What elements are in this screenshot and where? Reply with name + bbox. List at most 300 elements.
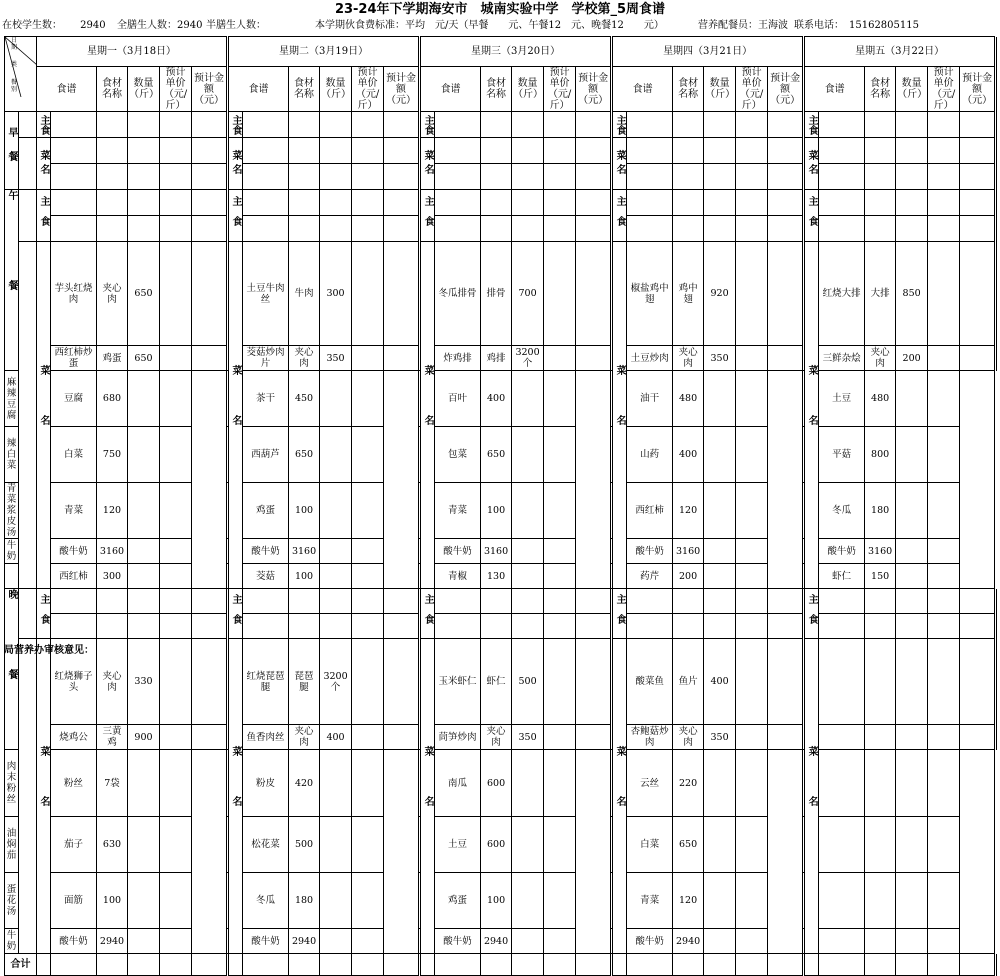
ingredient-cell: 包菜 <box>435 427 481 483</box>
students-count: 在校学生数： 2940 <box>2 20 106 31</box>
price-cell <box>512 539 544 564</box>
amount-cell <box>192 614 227 639</box>
table-row <box>5 483 997 539</box>
ingredient-cell: 粉丝 <box>51 750 97 817</box>
qty-cell: 400 <box>704 639 736 725</box>
category-zhushi: 主食 <box>421 190 435 242</box>
menu-cell <box>768 164 803 190</box>
amount-cell <box>352 873 384 929</box>
recipe-cell <box>227 371 229 427</box>
price-cell <box>352 589 384 614</box>
amount-cell <box>960 589 995 614</box>
amount-cell <box>928 371 960 427</box>
amount-cell <box>576 614 611 639</box>
price-cell <box>160 639 192 725</box>
price-cell <box>896 817 928 873</box>
amount-cell <box>768 639 803 725</box>
menu-cell <box>736 138 768 164</box>
qty-cell: 600 <box>481 750 512 817</box>
ingredient-cell: 药芹 <box>627 564 673 589</box>
total-cell <box>512 954 544 976</box>
menu-cell <box>896 138 928 164</box>
qty-cell: 650 <box>481 427 512 483</box>
qty-cell: 100 <box>97 873 128 929</box>
ingredient-cell: 白菜 <box>51 427 97 483</box>
table-row <box>5 614 997 639</box>
price-cell <box>320 817 352 873</box>
menu-cell <box>819 138 865 164</box>
qty-cell: 350 <box>704 725 736 750</box>
price-cell <box>544 614 576 639</box>
recipe-cell: 椒盐鸡中翅 <box>627 242 673 346</box>
amount-cell <box>576 216 611 242</box>
recipe-cell: 西红柿炒蛋 <box>51 346 97 371</box>
menu-cell <box>51 138 97 164</box>
amount-cell <box>544 817 576 873</box>
menu-cell <box>435 112 481 138</box>
ingredient-cell: 大排 <box>865 242 896 346</box>
amount-cell <box>160 427 192 483</box>
qty-cell <box>320 216 352 242</box>
ingredient-cell: 酸牛奶 <box>627 929 673 954</box>
menu-cell <box>544 138 576 164</box>
qty-cell: 3160 <box>481 539 512 564</box>
menu-cell <box>160 164 192 190</box>
amount-cell <box>192 589 227 614</box>
table-row <box>5 817 997 873</box>
recipe-cell: 青菜浆皮汤 <box>5 483 19 539</box>
total-cell <box>544 954 576 976</box>
table-row <box>5 873 997 929</box>
recipe-cell: 玉米虾仁 <box>435 639 481 725</box>
ingredient-cell <box>819 929 865 954</box>
table-row <box>5 750 997 817</box>
col-header-amount: 预计金额（元） <box>384 67 419 112</box>
total-cell <box>243 954 289 976</box>
amount-cell <box>352 817 384 873</box>
price-cell <box>160 614 192 639</box>
total-cell <box>819 954 865 976</box>
amount-cell <box>928 427 960 483</box>
qty-cell <box>896 639 928 725</box>
amount-cell <box>352 483 384 539</box>
recipe-cell <box>819 725 865 750</box>
qty-cell <box>128 190 160 216</box>
menu-cell <box>512 138 544 164</box>
ingredient-cell: 青椒 <box>435 564 481 589</box>
recipe-cell: 冬瓜排骨 <box>435 242 481 346</box>
qty-cell: 3160 <box>673 539 704 564</box>
col-header-amount: 预计金额（元） <box>768 67 803 112</box>
qty-cell: 350 <box>320 346 352 371</box>
corner-category-label: 类 <box>10 61 17 68</box>
col-header-ingredient: 食材名称 <box>673 67 704 112</box>
ingredient-cell: 青菜 <box>435 483 481 539</box>
menu-cell <box>512 164 544 190</box>
menu-cell <box>673 138 704 164</box>
amount-cell <box>352 929 384 954</box>
ingredient-cell <box>289 216 320 242</box>
ingredient-cell <box>865 614 896 639</box>
table-row <box>5 216 997 242</box>
menu-cell <box>960 164 995 190</box>
ingredient-cell: 夹心肉 <box>97 242 128 346</box>
category-zhushi: 主食 <box>805 190 819 242</box>
price-cell <box>128 929 160 954</box>
price-cell <box>512 564 544 589</box>
amount-cell <box>544 427 576 483</box>
ingredient-cell: 油干 <box>627 371 673 427</box>
category-zhushi: 主食 <box>805 112 819 138</box>
amount-cell <box>192 639 227 725</box>
amount-cell <box>192 725 227 750</box>
table-row <box>5 242 997 346</box>
ingredient-cell: 松花菜 <box>243 817 289 873</box>
total-cell <box>865 954 896 976</box>
qty-cell: 150 <box>865 564 896 589</box>
fee-standard: 本学期伙食费标准：平均 元/天（早餐 元、午餐12 元、晚餐12 元） <box>315 20 664 31</box>
ingredient-cell: 粉皮 <box>243 750 289 817</box>
ingredient-cell <box>819 750 865 817</box>
qty-cell <box>320 190 352 216</box>
table-row <box>5 564 997 589</box>
qty-cell: 100 <box>289 564 320 589</box>
category-zhushi: 主食 <box>37 589 51 639</box>
amount-cell <box>384 190 419 216</box>
col-header-amount: 预计金额（元） <box>576 67 611 112</box>
amount-cell <box>352 371 384 427</box>
amount-cell <box>384 725 419 750</box>
price-cell <box>320 483 352 539</box>
amount-cell <box>544 539 576 564</box>
recipe-cell <box>803 873 805 929</box>
price-cell <box>512 873 544 929</box>
menu-cell <box>736 164 768 190</box>
ingredient-cell: 酸牛奶 <box>819 539 865 564</box>
total-cell <box>320 954 352 976</box>
qty-cell <box>865 873 896 929</box>
recipe-cell <box>803 427 805 483</box>
amount-cell <box>960 190 995 216</box>
col-header-price: 预计单价（元/斤） <box>736 67 768 112</box>
ingredient-cell: 鸡中翅 <box>673 242 704 346</box>
recipe-cell <box>611 483 613 539</box>
price-cell <box>704 427 736 483</box>
ingredient-cell <box>481 614 512 639</box>
total-cell <box>928 954 960 976</box>
total-cell <box>435 954 481 976</box>
ingredient-cell <box>865 190 896 216</box>
price-cell <box>320 371 352 427</box>
recipe-cell <box>51 216 97 242</box>
price-cell <box>160 242 192 346</box>
table-row <box>5 346 997 371</box>
total-cell <box>128 954 160 976</box>
ingredient-cell <box>289 190 320 216</box>
category-caiming: 菜名 <box>613 138 627 190</box>
category-zhushi: 主食 <box>229 190 243 242</box>
amount-cell <box>160 817 192 873</box>
qty-cell: 100 <box>481 873 512 929</box>
table-row <box>5 929 997 954</box>
recipe-cell: 红烧狮子头 <box>51 639 97 725</box>
ingredient-cell: 豆腐 <box>51 371 97 427</box>
ingredient-cell <box>673 216 704 242</box>
qty-cell: 120 <box>673 483 704 539</box>
ingredient-cell: 鸡蛋 <box>243 483 289 539</box>
menu-cell <box>384 112 419 138</box>
menu-cell <box>928 164 960 190</box>
table-row <box>5 371 997 427</box>
ingredient-cell: 云丝 <box>627 750 673 817</box>
price-cell <box>736 346 768 371</box>
qty-cell: 420 <box>289 750 320 817</box>
recipe-cell <box>243 589 289 614</box>
ingredient-cell: 冬瓜 <box>819 483 865 539</box>
qty-cell <box>865 750 896 817</box>
table-row <box>5 427 997 483</box>
price-cell <box>160 346 192 371</box>
menu-cell <box>320 164 352 190</box>
amount-cell <box>928 929 960 954</box>
recipe-cell <box>611 564 613 589</box>
amount-cell <box>768 190 803 216</box>
menu-cell <box>481 112 512 138</box>
ingredient-cell: 青菜 <box>627 873 673 929</box>
price-cell <box>128 427 160 483</box>
amount-cell <box>960 242 995 346</box>
ingredient-cell <box>97 589 128 614</box>
ingredient-cell: 土豆 <box>435 817 481 873</box>
category-caiming: 菜名 <box>229 242 243 589</box>
lead-spacer <box>19 589 37 639</box>
col-header-price: 预计单价（元/斤） <box>160 67 192 112</box>
menu-cell <box>481 138 512 164</box>
menu-cell <box>544 164 576 190</box>
price-cell <box>128 483 160 539</box>
amount-cell <box>192 346 227 371</box>
recipe-cell <box>243 190 289 216</box>
menu-cell <box>865 164 896 190</box>
lead-spacer <box>19 190 37 242</box>
col-header-amount: 预计金额（元） <box>960 67 995 112</box>
half-meal-count: 半膳生人数： <box>206 20 266 31</box>
recipe-cell <box>227 427 229 483</box>
meal-total: 合计 <box>5 954 37 976</box>
category-zhushi: 主食 <box>37 112 51 138</box>
ingredient-cell: 排骨 <box>481 242 512 346</box>
table-row <box>5 37 997 67</box>
menu-cell <box>512 112 544 138</box>
price-cell <box>352 216 384 242</box>
qty-cell: 750 <box>97 427 128 483</box>
recipe-cell <box>803 750 805 817</box>
table-row <box>5 164 997 190</box>
price-cell <box>512 483 544 539</box>
menu-cell <box>960 112 995 138</box>
menu-cell <box>435 164 481 190</box>
menu-cell <box>289 112 320 138</box>
qty-cell: 700 <box>512 242 544 346</box>
amount-cell <box>576 639 611 725</box>
qty-cell: 180 <box>289 873 320 929</box>
ingredient-cell: 南瓜 <box>435 750 481 817</box>
menu-cell <box>160 112 192 138</box>
amount-cell <box>576 242 611 346</box>
price-cell <box>928 725 960 750</box>
amount-cell <box>768 216 803 242</box>
amount-cell <box>544 483 576 539</box>
recipe-cell <box>419 750 421 817</box>
price-cell <box>704 539 736 564</box>
ingredient-cell <box>289 589 320 614</box>
price-cell <box>896 371 928 427</box>
amount-cell <box>384 614 419 639</box>
price-cell <box>128 873 160 929</box>
recipe-cell <box>227 483 229 539</box>
recipe-cell: 肉末粉丝 <box>5 750 19 817</box>
recipe-cell <box>227 817 229 873</box>
recipe-cell <box>627 614 673 639</box>
amount-cell <box>160 564 192 589</box>
price-cell <box>544 216 576 242</box>
price-cell <box>320 564 352 589</box>
price-cell <box>544 639 576 725</box>
qty-cell: 650 <box>128 242 160 346</box>
menu-cell <box>160 138 192 164</box>
price-cell <box>128 750 160 817</box>
total-cell <box>160 954 192 976</box>
page-title: 23-24年下学期海安市 城南实验中学 学校第_5周食谱 <box>334 2 666 17</box>
ingredient-cell <box>865 725 896 750</box>
qty-cell: 120 <box>97 483 128 539</box>
category-caiming: 菜名 <box>421 639 435 954</box>
price-cell <box>352 242 384 346</box>
price-cell <box>928 216 960 242</box>
qty-cell: 200 <box>896 346 928 371</box>
amount-cell <box>736 564 768 589</box>
category-caiming: 菜名 <box>805 639 819 954</box>
total-cell <box>229 954 243 976</box>
price-cell <box>544 346 576 371</box>
qty-cell: 500 <box>512 639 544 725</box>
recipe-cell <box>803 929 805 954</box>
category-caiming: 菜名 <box>229 138 243 190</box>
ingredient-cell: 白菜 <box>627 817 673 873</box>
price-cell <box>704 750 736 817</box>
qty-cell: 650 <box>289 427 320 483</box>
amount-cell <box>928 817 960 873</box>
col-header-ingredient: 食材名称 <box>865 67 896 112</box>
price-cell <box>928 589 960 614</box>
price-cell <box>544 725 576 750</box>
col-header-ingredient: 食材名称 <box>289 67 320 112</box>
amount-cell <box>576 589 611 614</box>
recipe-cell <box>51 190 97 216</box>
price-cell <box>896 873 928 929</box>
recipe-cell <box>227 539 229 564</box>
price-cell <box>544 589 576 614</box>
category-caiming: 菜名 <box>613 639 627 954</box>
recipe-cell <box>803 817 805 873</box>
recipe-cell <box>435 190 481 216</box>
amount-cell <box>384 242 419 346</box>
col-header-recipe: 食谱 <box>613 67 673 112</box>
recipe-cell <box>435 216 481 242</box>
recipe-cell: 蛋花汤 <box>5 873 19 929</box>
ingredient-cell: 酸牛奶 <box>51 929 97 954</box>
recipe-cell <box>611 427 613 483</box>
qty-cell: 3200个 <box>320 639 352 725</box>
qty-cell <box>512 190 544 216</box>
price-cell <box>320 539 352 564</box>
amount-cell <box>736 873 768 929</box>
total-cell <box>627 954 673 976</box>
qty-cell: 130 <box>481 564 512 589</box>
amount-cell <box>544 371 576 427</box>
menu-cell <box>289 138 320 164</box>
recipe-cell <box>819 639 865 725</box>
amount-cell <box>384 216 419 242</box>
price-cell <box>160 216 192 242</box>
recipe-cell <box>227 873 229 929</box>
ingredient-cell <box>865 589 896 614</box>
price-cell <box>320 929 352 954</box>
category-caiming: 菜名 <box>229 639 243 954</box>
amount-cell <box>384 639 419 725</box>
table-row <box>5 138 997 164</box>
ingredient-cell <box>481 190 512 216</box>
amount-cell <box>928 750 960 817</box>
menu-cell <box>128 112 160 138</box>
amount-cell <box>192 216 227 242</box>
qty-cell: 850 <box>896 242 928 346</box>
qty-cell <box>128 216 160 242</box>
contact-phone: 联系电话： 15162805115 <box>794 20 919 31</box>
menu-cell <box>481 164 512 190</box>
qty-cell <box>512 589 544 614</box>
ingredient-cell: 西红柿 <box>51 564 97 589</box>
menu-cell <box>352 138 384 164</box>
table-row <box>5 639 997 725</box>
col-header-qty: 数量（斤） <box>128 67 160 112</box>
category-caiming: 菜名 <box>37 242 51 589</box>
price-cell <box>544 190 576 216</box>
total-cell <box>704 954 736 976</box>
recipe-cell <box>5 564 19 589</box>
qty-cell <box>865 929 896 954</box>
table-row <box>5 190 997 216</box>
ingredient-cell <box>481 216 512 242</box>
ingredient-cell: 西葫芦 <box>243 427 289 483</box>
amount-cell <box>160 483 192 539</box>
col-header-qty: 数量（斤） <box>320 67 352 112</box>
category-zhushi: 主食 <box>805 589 819 639</box>
category-caiming: 菜名 <box>37 639 51 954</box>
qty-cell <box>704 614 736 639</box>
amount-cell <box>544 564 576 589</box>
total-cell <box>51 954 97 976</box>
ingredient-cell: 百叶 <box>435 371 481 427</box>
recipe-cell <box>419 427 421 483</box>
qty-cell <box>512 216 544 242</box>
recipe-cell <box>803 371 805 427</box>
amount-cell <box>736 427 768 483</box>
menu-cell <box>97 112 128 138</box>
qty-cell <box>704 589 736 614</box>
recipe-cell <box>803 564 805 589</box>
ingredient-cell: 茶干 <box>243 371 289 427</box>
